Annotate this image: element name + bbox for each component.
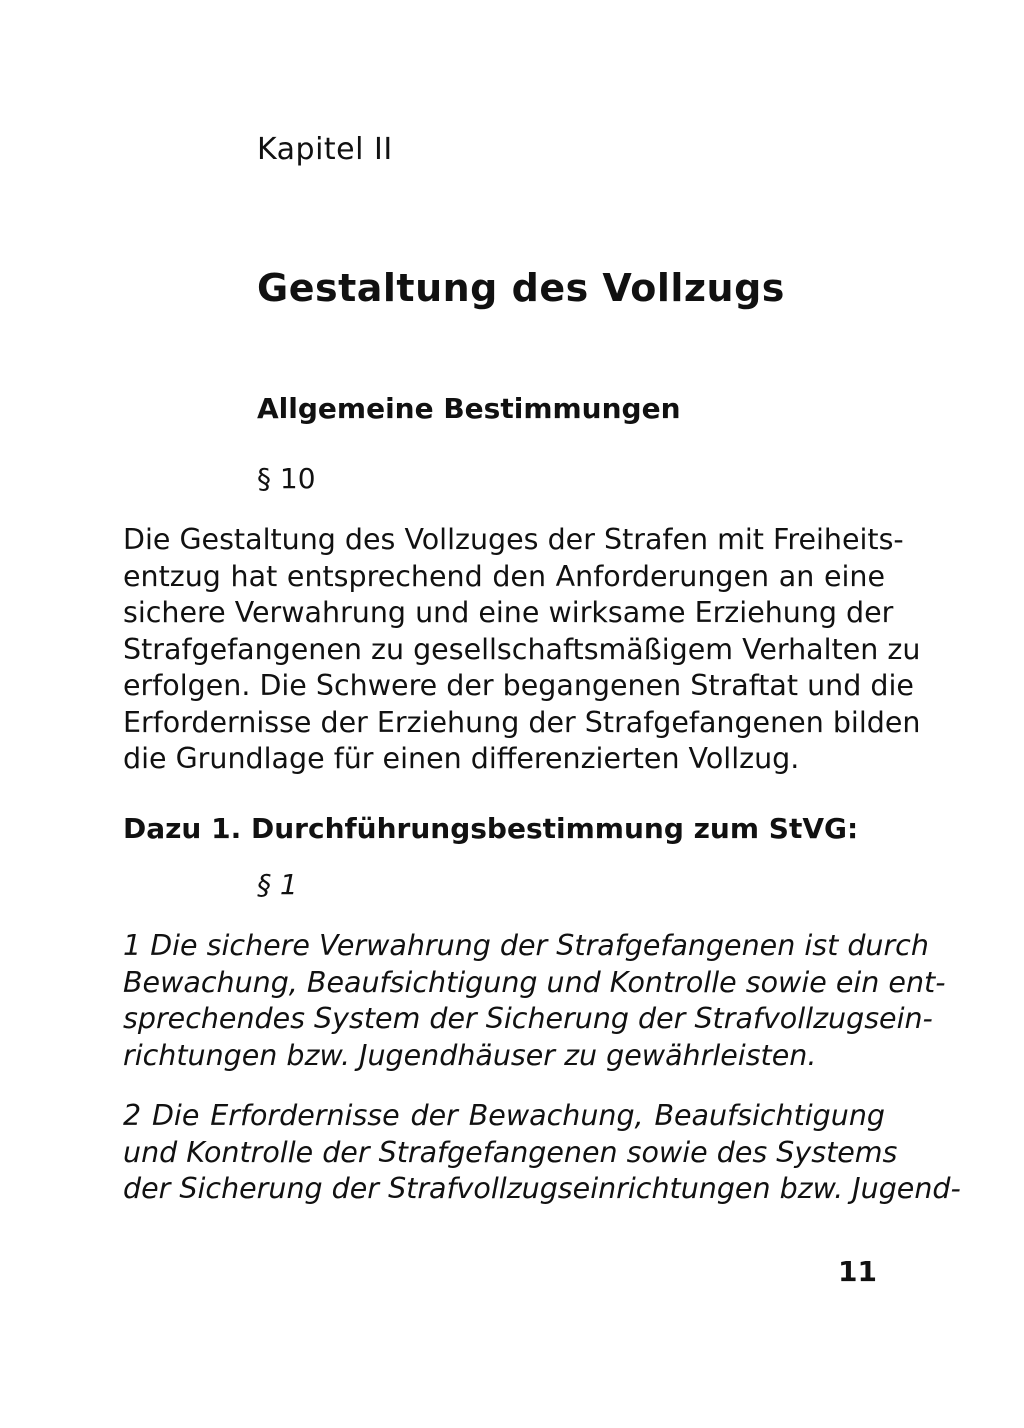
text-line: Strafgefangenen zu gesellschaftsmäßigem Verhalten zu	[123, 632, 921, 666]
text-line: erfolgen. Die Schwere der begangenen Straftat und die	[123, 669, 914, 702]
text-line: 1 Die sichere Verwahrung der Strafgefangenen ist durch	[123, 929, 929, 962]
text-line: richtungen bzw. Jugendhäuser zu gewährleisten.	[123, 1038, 817, 1072]
text-line: sichere Verwahrung und eine wirksame Erziehung der	[123, 596, 894, 629]
text-line: Die Gestaltung des Vollzuges der Strafen mit Freiheits-	[123, 523, 904, 556]
text-line: und Kontrolle der Strafgefangenen sowie des Systems	[123, 1135, 898, 1169]
chapter-title: Gestaltung des Vollzugs	[257, 266, 785, 310]
text-line: der Sicherung der Strafvollzugseinrichtungen bzw. Jugend-	[123, 1172, 961, 1205]
text-line: Bewachung, Beaufsichtigung und Kontrolle sowie ein ent-	[123, 965, 946, 999]
implementation-heading: Dazu 1. Durchführungsbestimmung zum StVG:	[123, 812, 859, 845]
paragraph-10-text	[123, 522, 921, 778]
page-number: 11	[838, 1255, 877, 1288]
implementation-item-1	[123, 928, 946, 1074]
paragraph-number-1: § 1	[257, 868, 298, 901]
text-line: entzug hat entsprechend den Anforderungen an eine	[123, 559, 885, 593]
chapter-label: Kapitel II	[257, 132, 393, 167]
text-line: 2 Die Erfordernisse der Bewachung, Beaufsichtigung	[123, 1099, 885, 1132]
implementation-item-2	[123, 1098, 961, 1208]
text-line: sprechendes System der Sicherung der Strafvollzugsein-	[123, 1002, 933, 1035]
text-line: Erfordernisse der Erziehung der Strafgefangenen bilden	[123, 705, 921, 739]
paragraph-number-10: § 10	[257, 462, 316, 495]
section-heading: Allgemeine Bestimmungen	[257, 392, 681, 425]
text-line: die Grundlage für einen differenzierten Vollzug.	[123, 742, 800, 775]
